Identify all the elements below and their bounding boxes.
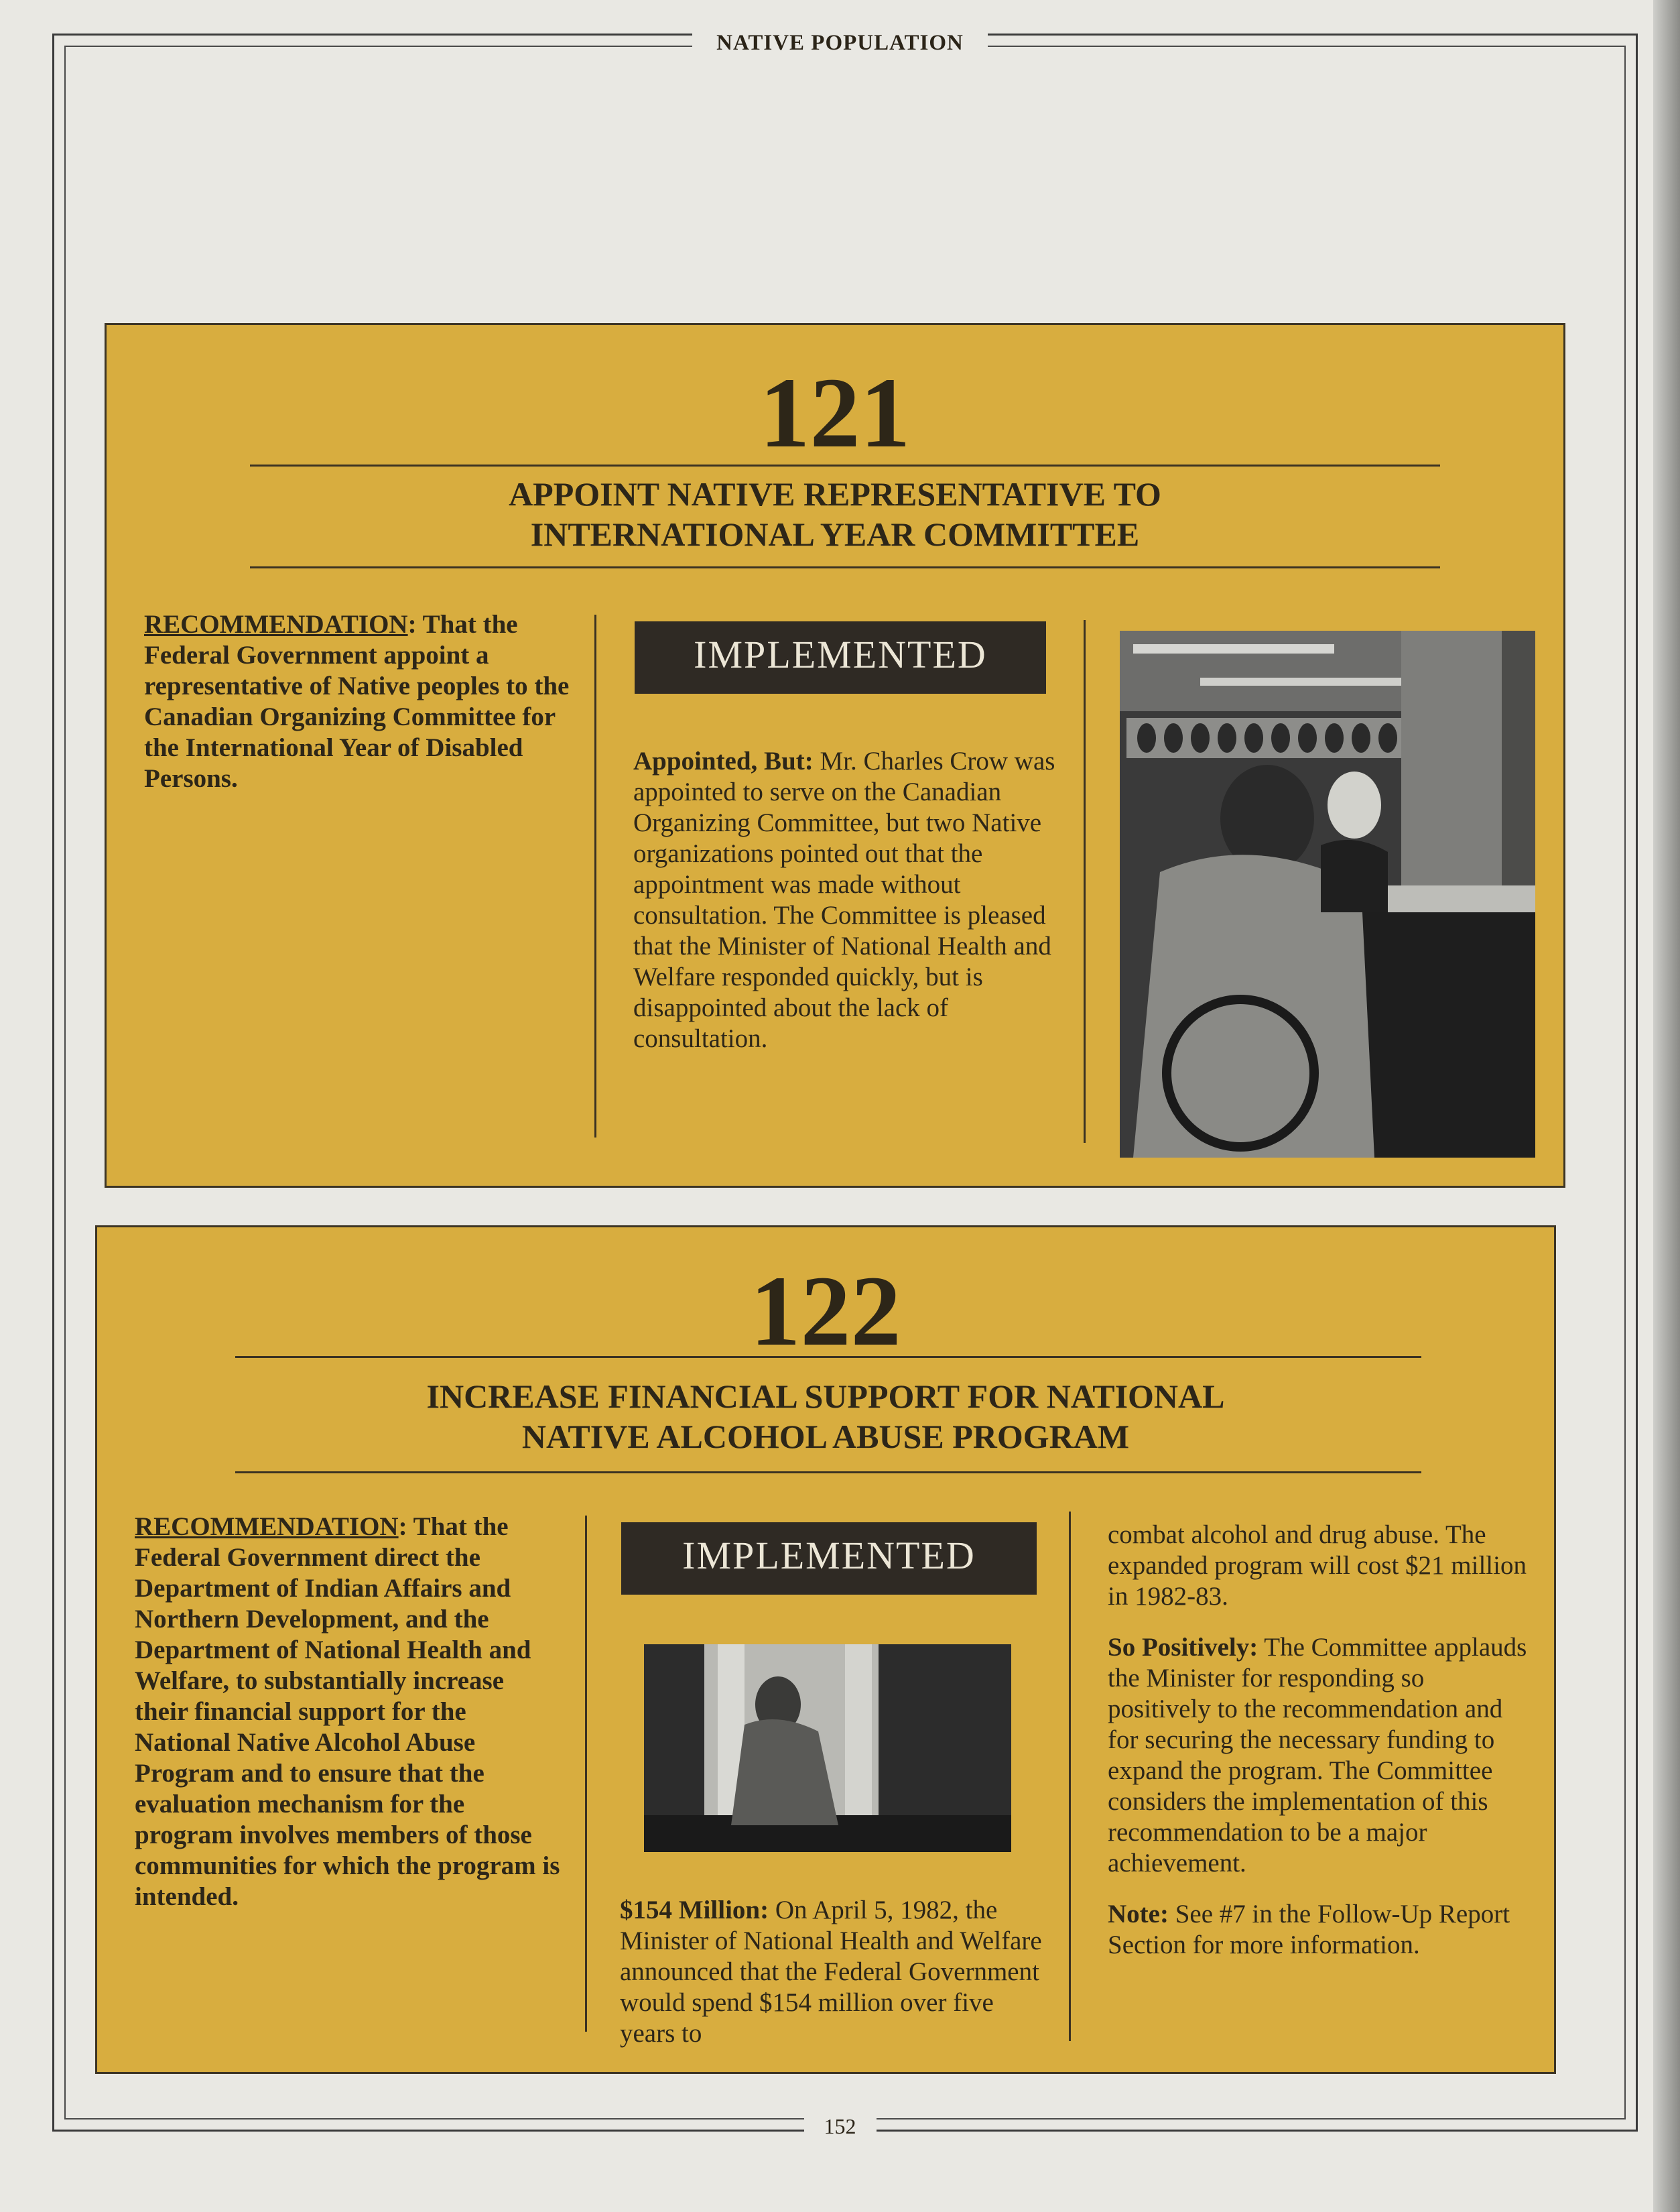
column-divider	[1084, 620, 1086, 1143]
positive-body: The Committee applauds the Minister for responding so positively to the recommendation and for securing the necessary funding to expand the program. The Committee considers the implementation of this recommendation to be a major achievement.	[1108, 1633, 1527, 1878]
note-lead: Note:	[1108, 1900, 1169, 1928]
implemented-badge: IMPLEMENTED	[621, 1522, 1037, 1595]
recommendation-title-line2: INTERNATIONAL YEAR COMMITTEE	[530, 515, 1140, 553]
page-footer	[0, 2114, 1680, 2139]
recommendation-title-line2: NATIVE ALCOHOL ABUSE PROGRAM	[521, 1418, 1130, 1455]
implemented-badge: IMPLEMENTED	[635, 621, 1046, 694]
positive-paragraph	[1108, 1632, 1530, 1879]
column-divider	[1069, 1512, 1071, 2041]
recommendation-title-line1: INCREASE FINANCIAL SUPPORT FOR NATIONAL	[426, 1377, 1225, 1415]
title-rule-top	[235, 1356, 1421, 1358]
window-figure-photo	[644, 1644, 1011, 1852]
column-divider	[585, 1516, 587, 2032]
column-divider	[594, 615, 596, 1138]
recommendation-text	[144, 609, 573, 794]
title-rule-bottom	[235, 1471, 1421, 1473]
page-number: 152	[804, 2114, 877, 2138]
response-text	[633, 746, 1062, 1054]
note-body: See #7 in the Follow-Up Report Section for more information.	[1108, 1900, 1510, 1959]
note-paragraph	[1108, 1899, 1530, 1961]
recommendation-title-line1: APPOINT NATIVE REPRESENTATIVE TO	[509, 475, 1161, 513]
positive-lead: So Positively:	[1108, 1633, 1258, 1662]
recommendation-label: RECOMMENDATION	[135, 1512, 399, 1541]
running-head	[0, 31, 1680, 56]
response-lead: Appointed, But:	[633, 747, 814, 776]
response-body: On April 5, 1982, the Minister of National Health and Welfare announced that the Federal Government would spend $154 million over five years to	[620, 1896, 1042, 2048]
meeting-photo-image	[1120, 631, 1535, 1158]
book-spine-shadow	[1653, 0, 1680, 2212]
recommendation-121-panel	[105, 323, 1565, 1188]
recommendation-text	[135, 1512, 564, 1912]
title-rule-top	[250, 465, 1440, 467]
window-figure-image	[644, 1644, 1011, 1852]
running-head-text: NATIVE POPULATION	[692, 31, 988, 55]
continued-column	[1108, 1520, 1530, 1981]
recommendation-body: : That the Federal Government direct the Department of Indian Affairs and Northern Development, and the Department of National Health and Welfare, to substantially increase their financial support for the National Native Alcohol Abuse Program and to ensure that the evaluation mechanism for the program involves members of those communities for which the program is intended.	[135, 1512, 560, 1911]
response-text	[620, 1895, 1049, 2049]
recommendation-122-panel	[95, 1225, 1556, 2074]
recommendation-body: : That the Federal Government appoint a representative of Native peoples to the Canadian Organizing Committee for the International Year of Disabled Persons.	[144, 610, 570, 793]
title-rule-bottom	[250, 566, 1440, 568]
recommendation-number: 122	[750, 1255, 901, 1367]
response-body: Mr. Charles Crow was appointed to serve on the Canadian Organizing Committee, but two Native organizations pointed out that the appointment was made without consultation. The Committee is pleased that the Minister of National Health and Welfare responded quickly, but is disappointed about the lack of consultation.	[633, 747, 1055, 1053]
meeting-photo	[1120, 631, 1535, 1158]
recommendation-number: 121	[759, 357, 911, 469]
response-lead: $154 Million:	[620, 1896, 769, 1924]
recommendation-label: RECOMMENDATION	[144, 610, 408, 639]
continued-text: combat alcohol and drug abuse. The expanded program will cost $21 million in 1982-83.	[1108, 1520, 1527, 1611]
